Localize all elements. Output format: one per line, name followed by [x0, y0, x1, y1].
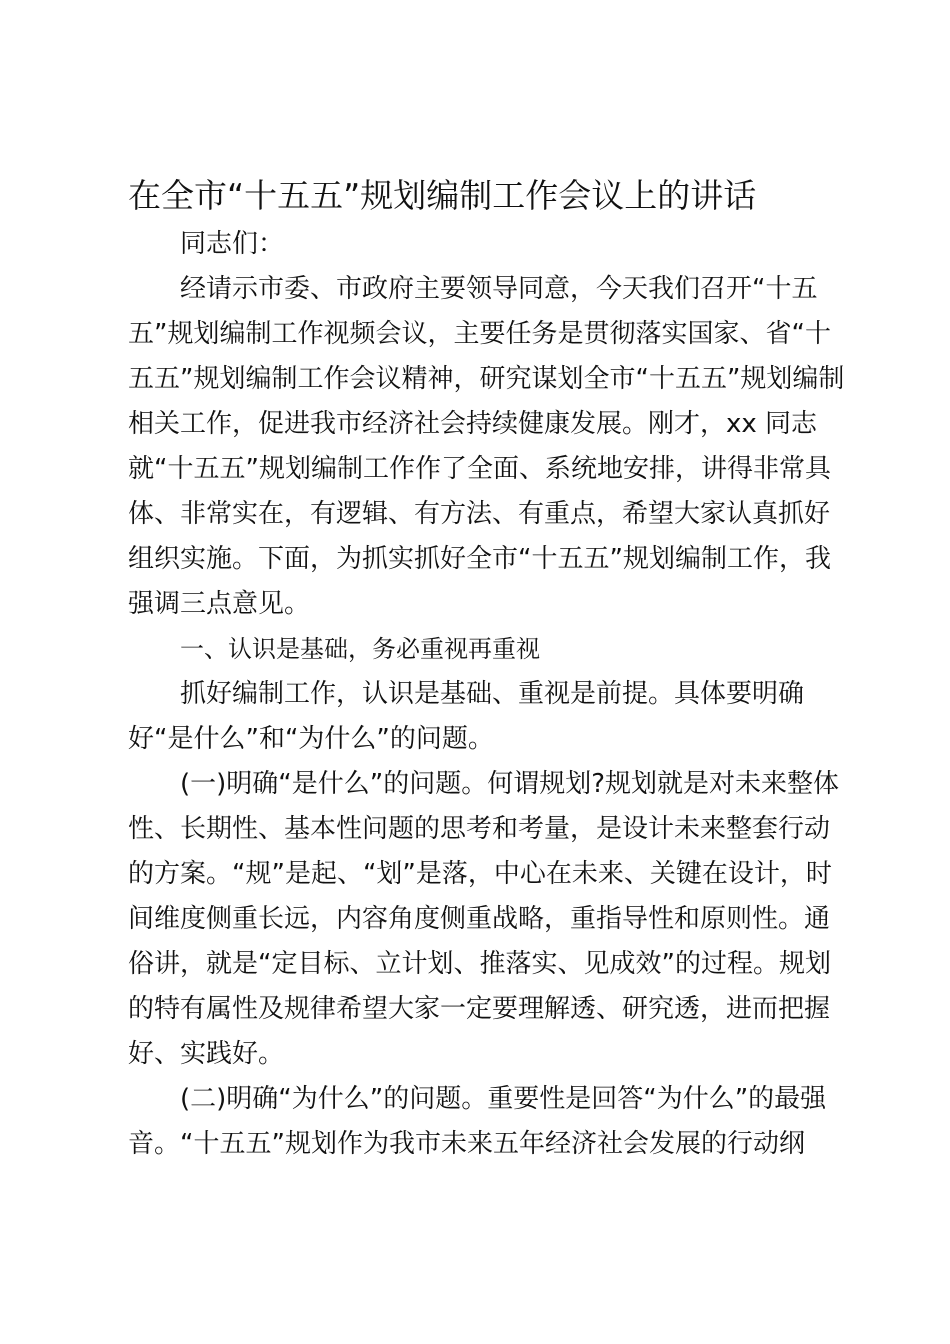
paragraph-line: 五”规划编制工作视频会议，主要任务是贯彻落实国家、省“十	[128, 319, 831, 349]
paragraph-line: 抓好编制工作，认识是基础、重视是前提。具体要明确	[180, 679, 805, 709]
paragraph-line: 组织实施。下面，为抓实抓好全市“十五五”规划编制工作，我	[128, 544, 831, 574]
paragraph-line: 的特有属性及规律希望大家一定要理解透、研究透，进而把握	[128, 994, 831, 1024]
paragraph-line: 强调三点意见。	[128, 589, 311, 619]
salutation-line: 同志们：	[180, 229, 285, 259]
paragraph-line: 经请示市委、市政府主要领导同意，今天我们召开“十五	[180, 274, 818, 304]
document-body	[128, 222, 845, 1167]
paragraph-line: 好“是什么”和“为什么”的问题。	[128, 724, 494, 754]
paragraph-line: 体、非常实在，有逻辑、有方法、有重点，希望大家认真抓好	[128, 499, 831, 529]
paragraph-line: 间维度侧重长远，内容角度侧重战略，重指导性和原则性。通	[128, 904, 831, 934]
paragraph-line: 音。“十五五”规划作为我市未来五年经济社会发展的行动纲	[128, 1129, 805, 1159]
section-heading: 一、认识是基础，务必重视再重视	[180, 635, 540, 663]
paragraph-line: 俗讲，就是“定目标、立计划、推落实、见成效”的过程。规划	[128, 949, 831, 979]
paragraph-line: 性、长期性、基本性问题的思考和考量，是设计未来整套行动	[128, 814, 831, 844]
paragraph-line: 的方案。“规”是起、“划”是落，中心在未来、关键在设计，时	[128, 859, 832, 889]
paragraph-line: 好、实践好。	[128, 1039, 285, 1069]
paragraph-line: 相关工作，促进我市经济社会持续健康发展。刚才，xx 同志	[128, 409, 818, 439]
paragraph-line: 五五”规划编制工作会议精神，研究谋划全市“十五五”规划编制	[128, 364, 845, 394]
subsection-line: (一)明确“是什么”的问题。何谓规划?规划就是对未来整体	[180, 769, 840, 799]
subsection-line: (二)明确“为什么”的问题。重要性是回答“为什么”的最强	[180, 1084, 827, 1114]
document-title: 在全市“十五五”规划编制工作会议上的讲话	[128, 176, 757, 215]
paragraph-line: 就“十五五”规划编制工作作了全面、系统地安排，讲得非常具	[128, 454, 831, 484]
